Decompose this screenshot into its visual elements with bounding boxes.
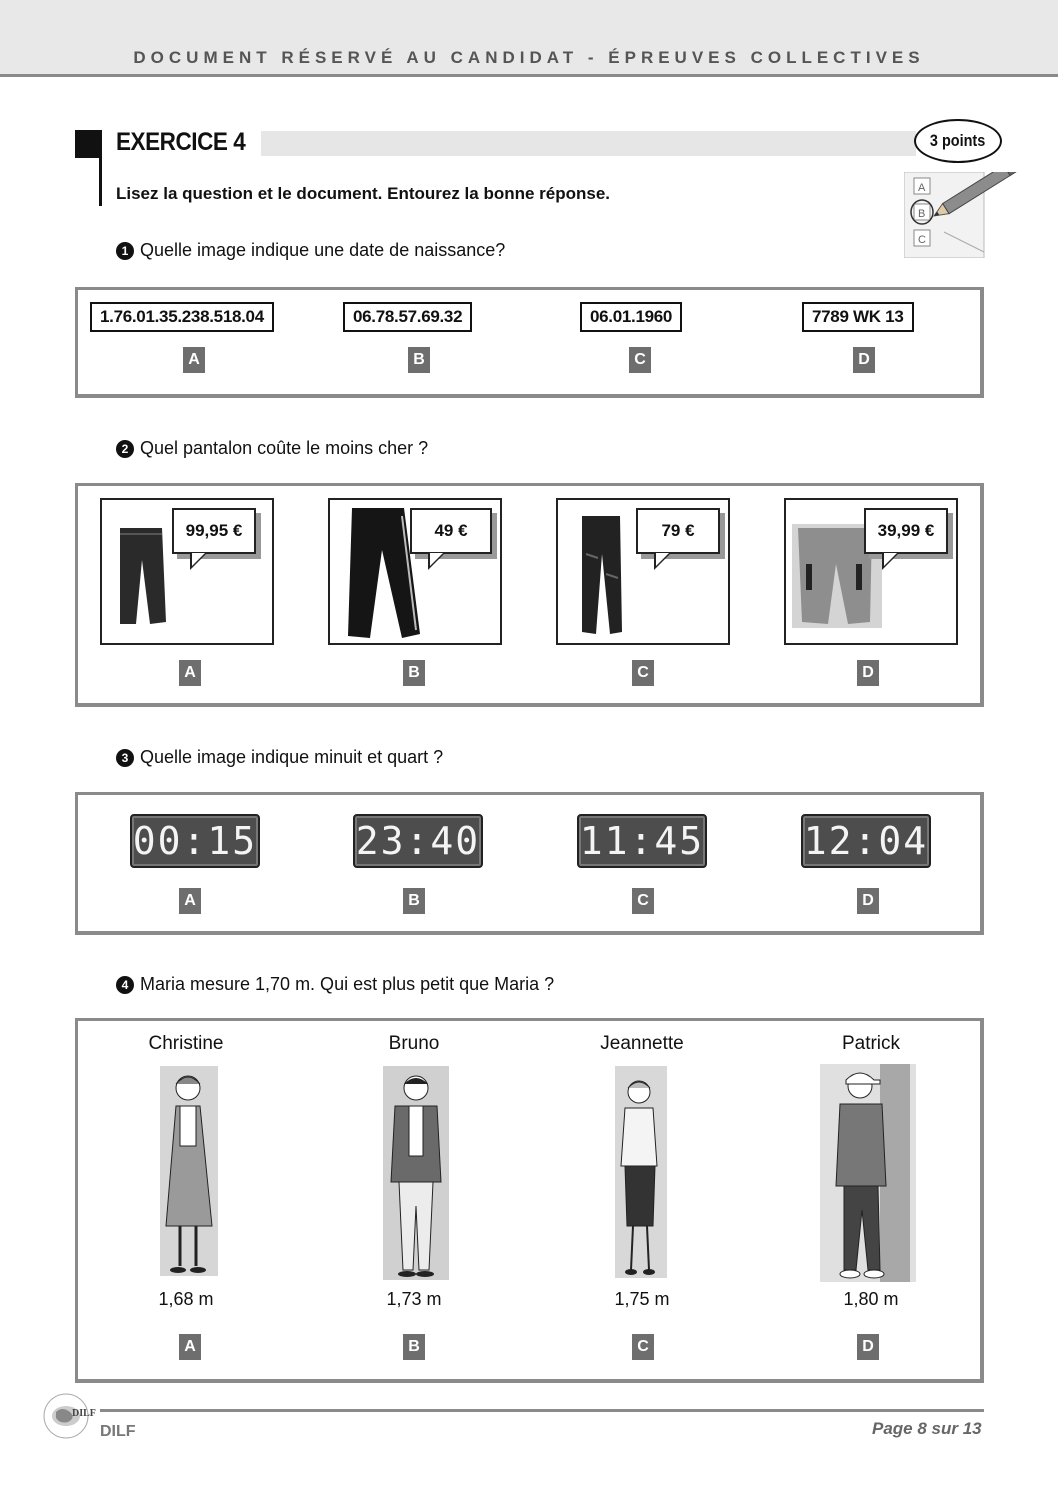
logo-text: DILF: [72, 1408, 96, 1419]
question-text: Maria mesure 1,70 m. Qui est plus petit que Maria ?: [140, 974, 555, 994]
question-number: 1: [116, 242, 134, 260]
dark-jeans-image: [112, 526, 172, 626]
option-letter-c[interactable]: C: [632, 660, 654, 686]
option-letter-c[interactable]: C: [632, 888, 654, 914]
option-letter-a[interactable]: A: [183, 347, 205, 373]
points-badge: [914, 119, 1002, 163]
question-3: [116, 747, 443, 768]
option-letter-d[interactable]: D: [857, 660, 879, 686]
bruno-illustration[interactable]: [383, 1066, 449, 1280]
option-letter-a[interactable]: A: [179, 660, 201, 686]
instruction: Lisez la question et le document. Entourez la bonne réponse.: [116, 184, 611, 203]
person-height-a: 1,68 m: [158, 1289, 214, 1309]
pants-card-b[interactable]: [328, 498, 502, 645]
option-letter-a[interactable]: A: [179, 888, 201, 914]
person-height-c: 1,75 m: [614, 1289, 670, 1309]
option-d-plate[interactable]: 7789 WK 13: [802, 302, 914, 332]
question-1: [116, 240, 505, 261]
option-letter-b[interactable]: B: [403, 1334, 425, 1360]
pencil-checklist-icon: [904, 172, 1020, 258]
footer-rule: [100, 1409, 984, 1412]
pants-card-d[interactable]: [784, 498, 958, 645]
points-label: 3 points: [930, 131, 986, 150]
option-a-phone-code[interactable]: 1.76.01.35.238.518.04: [90, 302, 274, 332]
option-b-phone-number[interactable]: 06.78.57.69.32: [343, 302, 472, 332]
footer-brand: DILF: [100, 1423, 136, 1440]
person-name-a: Christine: [148, 1033, 224, 1054]
option-letter-a[interactable]: A: [179, 1334, 201, 1360]
person-height-b: 1,73 m: [386, 1289, 442, 1309]
pants-card-c[interactable]: [556, 498, 730, 645]
price-bubble-a: 99,95 €: [172, 508, 256, 554]
person-name-b: Bruno: [388, 1033, 440, 1054]
option-letter-c[interactable]: C: [632, 1334, 654, 1360]
question-4: [116, 974, 554, 995]
patrick-illustration[interactable]: [820, 1064, 916, 1282]
option-letter-b[interactable]: B: [403, 888, 425, 914]
dilf-logo-icon: [36, 1390, 100, 1446]
option-letter-b[interactable]: B: [408, 347, 430, 373]
title-band: [261, 131, 916, 156]
checklist-letter: C: [918, 234, 926, 246]
question-2: [116, 438, 428, 459]
question-number: 3: [116, 749, 134, 767]
question-number: 4: [116, 976, 134, 994]
price-bubble-d: 39,99 €: [864, 508, 948, 554]
digital-clock-b[interactable]: 23:40: [353, 814, 483, 868]
person-height-d: 1,80 m: [843, 1289, 899, 1309]
digital-clock-d[interactable]: 12:04: [801, 814, 931, 868]
header-title: DOCUMENT RÉSERVÉ AU CANDIDAT - ÉPREUVES COLLECTIVES: [133, 48, 925, 67]
leather-pants-image: [576, 514, 626, 636]
option-c-date[interactable]: 06.01.1960: [580, 302, 682, 332]
pants-card-a[interactable]: [100, 498, 274, 645]
digital-clock-a[interactable]: 00:15: [130, 814, 260, 868]
title-marker: [75, 130, 101, 158]
option-letter-c[interactable]: C: [629, 347, 651, 373]
question-text: Quel pantalon coûte le moins cher ?: [140, 438, 429, 458]
person-name-d: Patrick: [841, 1033, 901, 1054]
question-number: 2: [116, 440, 134, 458]
option-letter-d[interactable]: D: [853, 347, 875, 373]
page-number: Page 8 sur 13: [872, 1419, 982, 1438]
title-marker-line: [99, 130, 102, 206]
checklist-letter: A: [918, 182, 926, 194]
option-letter-d[interactable]: D: [857, 888, 879, 914]
option-letter-d[interactable]: D: [857, 1334, 879, 1360]
jeannette-illustration[interactable]: [615, 1066, 667, 1278]
option-letter-b[interactable]: B: [403, 660, 425, 686]
digital-clock-c[interactable]: 11:45: [577, 814, 707, 868]
person-name-c: Jeannette: [600, 1033, 684, 1054]
question-text: Quelle image indique minuit et quart ?: [140, 747, 444, 767]
question-text: Quelle image indique une date de naissance?: [140, 240, 506, 260]
price-bubble-c: 79 €: [636, 508, 720, 554]
price-bubble-b: 49 €: [410, 508, 492, 554]
exercise-title: EXERCICE 4: [116, 128, 246, 156]
christine-illustration[interactable]: [160, 1066, 218, 1276]
checklist-letter: B: [918, 208, 926, 220]
